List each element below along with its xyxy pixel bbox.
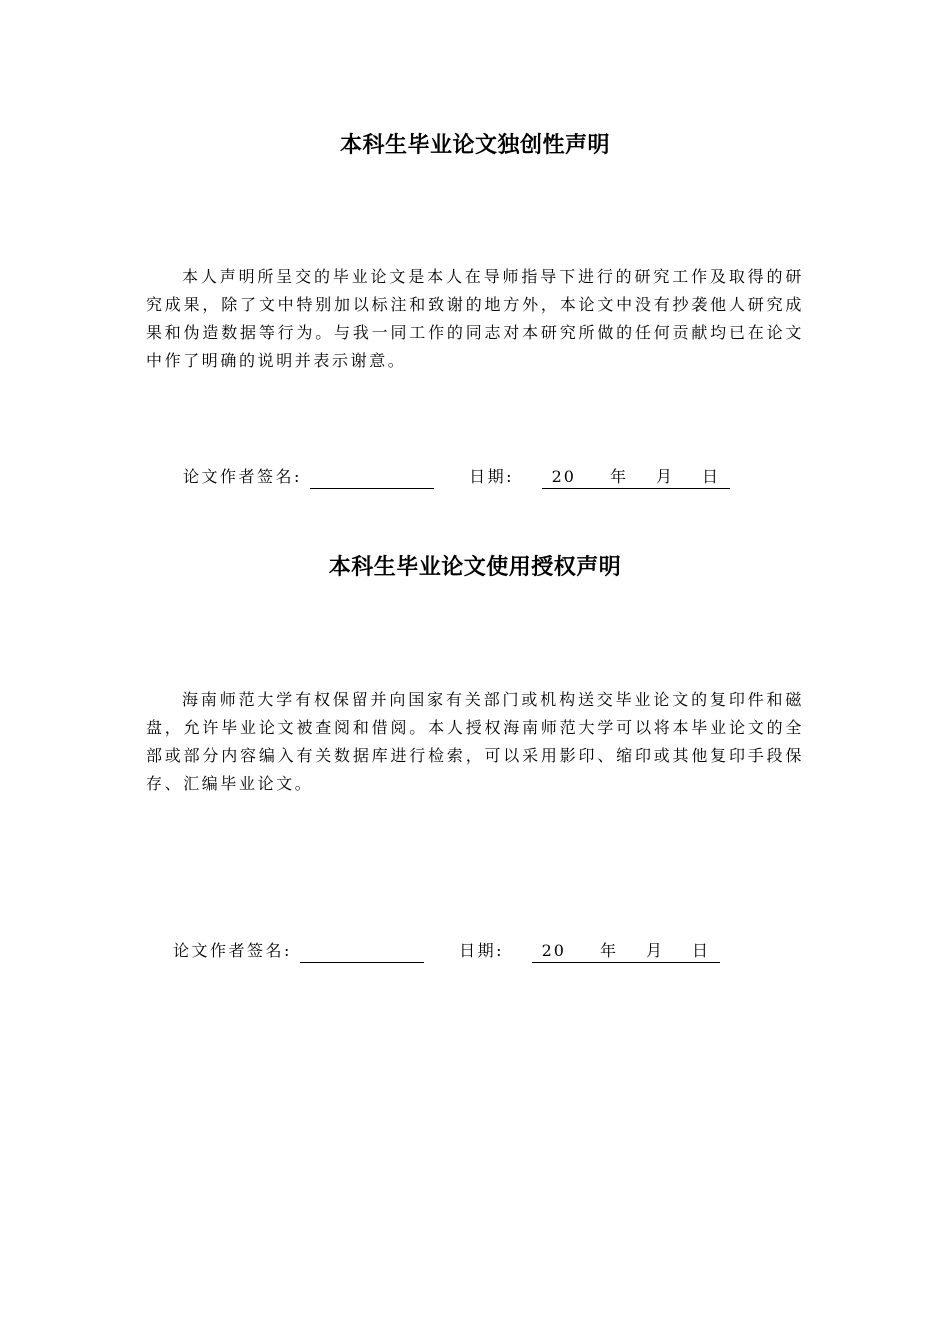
date-year-prefix: 20 xyxy=(551,467,576,486)
date-label: 日期: xyxy=(459,941,504,960)
date-day-unit: 日 xyxy=(691,941,710,960)
signature-blank[interactable] xyxy=(310,470,434,489)
originality-signature-row xyxy=(183,466,730,489)
originality-declaration-body: 本人声明所呈交的毕业论文是本人在导师指导下进行的研究工作及取得的研究成果，除了文中特别加以标注和致谢的地方外，本论文中没有抄袭他人研究成果和伪造数据等行为。与我一同工作的同志对本研究所做的任何贡献均已在论文中作了明确的说明并表示谢意。 xyxy=(146,267,804,370)
date-year-prefix: 20 xyxy=(541,941,566,960)
date-month-unit: 月 xyxy=(655,467,674,486)
originality-declaration-title: 本科生毕业论文独创性声明 xyxy=(339,133,610,158)
authorization-declaration-body: 海南师范大学有权保留并向国家有关部门或机构送交毕业论文的复印件和磁盘，允许毕业论文被查阅和借阅。本人授权海南师范大学可以将本毕业论文的全部或部分内容编入有关数据库进行检索，可以采用影印、缩印或其他复印手段保存、汇编毕业论文。 xyxy=(146,690,804,793)
signature-label: 论文作者签名: xyxy=(173,941,292,960)
authorization-declaration-title: 本科生毕业论文使用授权声明 xyxy=(328,555,622,580)
date-year-unit: 年 xyxy=(599,941,618,960)
date-label: 日期: xyxy=(469,467,514,486)
date-day-unit: 日 xyxy=(701,467,720,486)
date-field[interactable] xyxy=(532,940,720,963)
date-year-unit: 年 xyxy=(609,467,628,486)
date-field[interactable] xyxy=(542,466,730,489)
authorization-signature-row xyxy=(173,940,720,963)
signature-label: 论文作者签名: xyxy=(183,467,302,486)
signature-blank[interactable] xyxy=(300,944,424,963)
date-month-unit: 月 xyxy=(645,941,664,960)
